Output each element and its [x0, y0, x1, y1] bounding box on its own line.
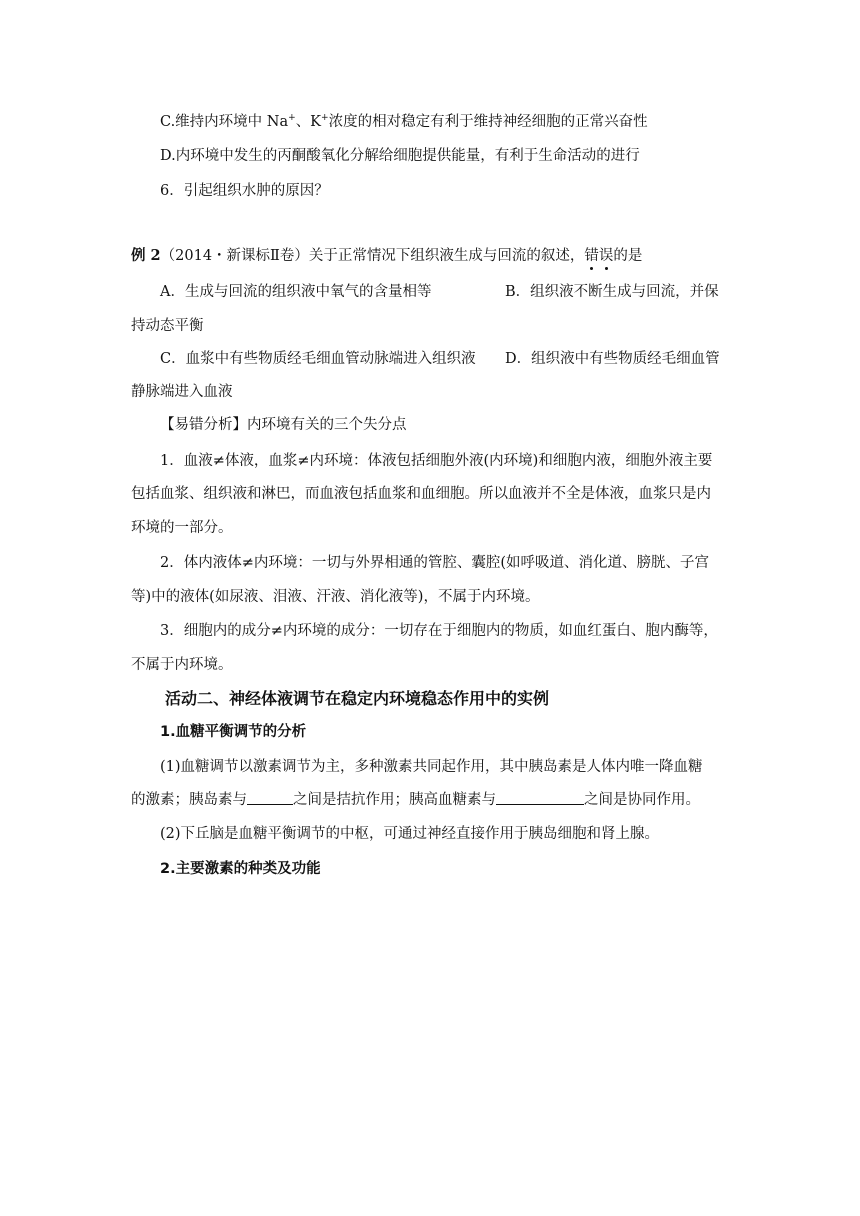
subsection-2-title: 2.主要激素的种类及功能	[160, 861, 321, 877]
emphasis-dot-char: 误	[598, 248, 614, 264]
example-2-option-b: B．组织液不断生成与回流，并保	[505, 284, 719, 300]
option-d: D.内环境中发生的丙酮酸氧化分解给细胞提供能量，有利于生命活动的进行	[160, 148, 640, 164]
activity-2-heading: 活动二、神经体液调节在稳定内环境稳态作用中的实例	[165, 689, 550, 708]
example-label: 例 2	[131, 247, 161, 264]
analysis-title: 【易错分析】内环境有关的三个失分点	[160, 417, 407, 433]
answer-blank-2[interactable]	[496, 790, 584, 805]
question-6: 6．引起组织水肿的原因？	[160, 183, 329, 199]
answer-blank-1[interactable]	[247, 790, 293, 805]
paragraph-1-line-2: 的激素；胰岛素与 之间是拮抗作用；胰高血糖素与 之间是协同作用。	[131, 792, 700, 808]
paragraph-1-line-1: (1)血糖调节以激素调节为主，多种激素共同起作用，其中胰岛素是人体内唯一降血糖	[160, 759, 703, 775]
point-3-line-2: 不属于内环境。	[131, 657, 233, 673]
example-2-option-d-cont: 静脉端进入血液	[131, 384, 233, 400]
point-1-line-2: 包括血浆、组织液和淋巴，而血液包括血浆和血细胞。所以血液并不全是体液，血浆只是内	[131, 486, 711, 502]
point-1-line-1: 1．血液≠体液，血浆≠内环境：体液包括细胞外液(内环境)和细胞内液，细胞外液主要	[160, 453, 713, 469]
example-2-option-a: A．生成与回流的组织液中氧气的含量相等	[160, 284, 432, 300]
example-2-option-b-cont: 持动态平衡	[131, 318, 204, 334]
subsection-1-title: 1.血糖平衡调节的分析	[160, 724, 307, 740]
example-2-option-d: D．组织液中有些物质经毛细血管	[505, 351, 720, 367]
point-2-line-2: 等)中的液体(如尿液、泪液、汗液、消化液等)，不属于内环境。	[131, 589, 540, 605]
point-2-line-1: 2．体内液体≠内环境：一切与外界相通的管腔、囊腔(如呼吸道、消化道、膀胱、子宫	[160, 555, 710, 571]
point-3-line-1: 3．细胞内的成分≠内环境的成分：一切存在于细胞内的物质，如血红蛋白、胞内酶等，	[160, 623, 718, 639]
point-1-line-3: 环境的一部分。	[131, 520, 233, 536]
option-c: C.维持内环境中 Na+、K+浓度的相对稳定有利于维持神经细胞的正常兴奋性	[160, 113, 648, 130]
paragraph-2: (2)下丘脑是血糖平衡调节的中枢，可通过神经直接作用于胰岛细胞和肾上腺。	[160, 826, 660, 842]
example-2-option-c: C．血浆中有些物质经毛细血管动脉端进入组织液	[160, 351, 476, 367]
example-2-stem: 例 2（2014・新课标Ⅱ卷）关于正常情况下组织液生成与回流的叙述，错误的是	[131, 247, 643, 264]
emphasis-dot-char: 错	[584, 248, 599, 264]
